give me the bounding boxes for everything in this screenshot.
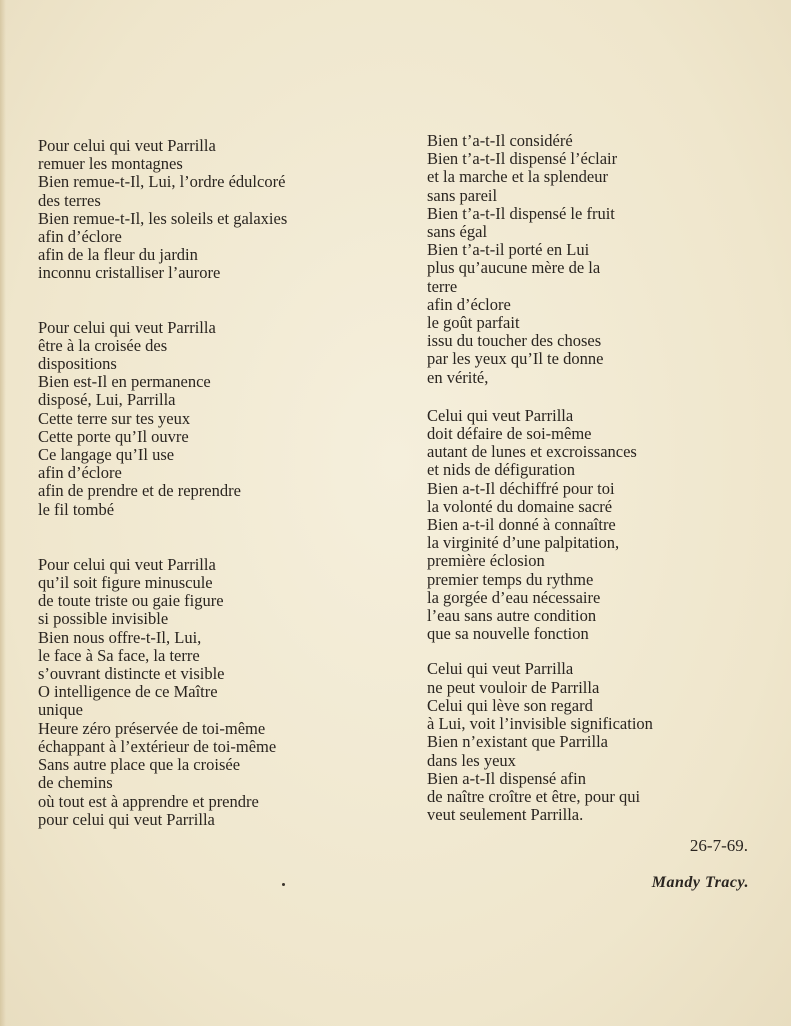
poem-line: remuer les montagnes <box>38 154 183 174</box>
poem-line: afin d’éclore <box>38 463 122 483</box>
poem-line: Bien t’a-t-il porté en Lui <box>427 240 590 260</box>
poem-line: autant de lunes et excroissances <box>427 442 637 462</box>
poem-line: Pour celui qui veut Parrilla <box>38 317 216 337</box>
poem-line: en vérité, <box>427 367 489 387</box>
poem-line: le fil tombé <box>38 499 115 519</box>
poem-line: Celui qui veut Parrilla <box>427 405 574 425</box>
poem-line: dans les yeux <box>427 750 516 770</box>
poem-line: doit défaire de soi-même <box>427 424 592 444</box>
poem-line: unique <box>38 700 83 720</box>
poem-line: et la marche et la splendeur <box>427 167 608 187</box>
poem-line: Bien nous offre-t-Il, Lui, <box>38 627 202 647</box>
poem-line: la gorgée d’eau nécessaire <box>427 587 601 607</box>
poem-line: afin d’éclore <box>427 294 511 314</box>
poem-line: pour celui qui veut Parrilla <box>38 809 215 829</box>
poem-line: Bien a-t-Il dispensé afin <box>427 768 586 788</box>
poem-line: afin de prendre et de reprendre <box>38 481 241 501</box>
poem-line: Bien remue-t-Il, Lui, l’ordre édulcoré <box>38 172 286 192</box>
ink-dot <box>282 883 285 886</box>
poem-line: l’eau sans autre condition <box>427 606 597 626</box>
poem-line: Bien a-t-il donné à connaître <box>427 515 616 535</box>
poem-line: la virginité d’une palpitation, <box>427 533 620 553</box>
poem-line: sans égal <box>427 222 488 242</box>
poem-line: Celui qui veut Parrilla <box>427 659 574 679</box>
poem-line: de naître croître et être, pour qui <box>427 786 641 806</box>
poem-line: veut seulement Parrilla. <box>427 805 584 825</box>
poem-line: Ce langage qu’Il use <box>38 445 175 465</box>
poem-line: où tout est à apprendre et prendre <box>38 791 259 811</box>
poem-line: sans pareil <box>427 185 498 205</box>
poem-date: 26-7-69. <box>689 836 748 855</box>
poem-line: Cette porte qu’Il ouvre <box>38 426 189 446</box>
poem-line: que sa nouvelle fonction <box>427 624 589 644</box>
poem-line: à Lui, voit l’invisible signification <box>427 714 653 734</box>
poem-line: de chemins <box>38 773 113 793</box>
stanza-right-2 <box>427 407 767 644</box>
poem-line: Cette terre sur tes yeux <box>38 408 191 428</box>
poem-line: issu du toucher des choses <box>427 331 602 351</box>
poem-line: terre <box>427 276 458 296</box>
poem-line: ne peut vouloir de Parrilla <box>427 677 600 697</box>
poem-line: Celui qui lève son regard <box>427 695 593 715</box>
poem-line: Pour celui qui veut Parrilla <box>38 554 216 574</box>
poem-line: être à la croisée des <box>38 335 168 355</box>
page-edge-shadow <box>0 0 6 1026</box>
poem-line: Bien remue-t-Il, les soleils et galaxies <box>38 208 288 228</box>
poem-line: échappant à l’extérieur de toi-même <box>38 736 277 756</box>
poem-line: Bien t’a-t-Il dispensé l’éclair <box>427 149 618 169</box>
poem-left-column <box>38 137 378 829</box>
poem-line: Bien est-Il en permanence <box>38 372 211 392</box>
poem-line: afin d’éclore <box>38 227 122 247</box>
poem-line: inconnu cristalliser l’aurore <box>38 263 221 283</box>
poem-line: qu’il soit figure minuscule <box>38 573 213 593</box>
poem-line: afin de la fleur du jardin <box>38 245 198 265</box>
poem-line: plus qu’aucune mère de la <box>427 258 601 278</box>
poem-line: Sans autre place que la croisée <box>38 755 241 775</box>
poem-line: de toute triste ou gaie figure <box>38 591 224 611</box>
poem-right-column <box>427 132 767 824</box>
poem-line: Bien a-t-Il déchiffré pour toi <box>427 478 615 498</box>
poem-line: le face à Sa face, la terre <box>38 645 200 665</box>
poem-line: Pour celui qui veut Parrilla <box>38 136 216 155</box>
poem-line: s’ouvrant distincte et visible <box>38 664 225 684</box>
author-signature: Mandy Tracy. <box>651 874 749 891</box>
poem-line: premier temps du rythme <box>427 569 594 589</box>
poem-line: et nids de défiguration <box>427 460 576 480</box>
poem-line: si possible invisible <box>38 609 169 629</box>
poem-line: disposé, Lui, Parrilla <box>38 390 176 410</box>
stanza-right-3 <box>427 660 767 824</box>
poem-line: première éclosion <box>427 551 545 571</box>
poem-line: la volonté du domaine sacré <box>427 496 613 516</box>
poem-line: Heure zéro préservée de toi-même <box>38 718 266 738</box>
stanza-left-2 <box>38 319 378 519</box>
poem-line: des terres <box>38 190 101 210</box>
poem-line: Bien n’existant que Parrilla <box>427 732 608 752</box>
poem-line: O intelligence de ce Maître <box>38 682 218 702</box>
stanza-right-1 <box>427 132 767 387</box>
poem-line: le goût parfait <box>427 313 520 333</box>
stanza-left-1 <box>38 137 378 283</box>
poem-line: Bien t’a-t-Il dispensé le fruit <box>427 203 615 223</box>
poem-line: dispositions <box>38 354 117 374</box>
poem-line: par les yeux qu’Il te donne <box>427 349 604 369</box>
stanza-left-3 <box>38 556 378 829</box>
poem-line: Bien t’a-t-Il considéré <box>427 131 573 150</box>
